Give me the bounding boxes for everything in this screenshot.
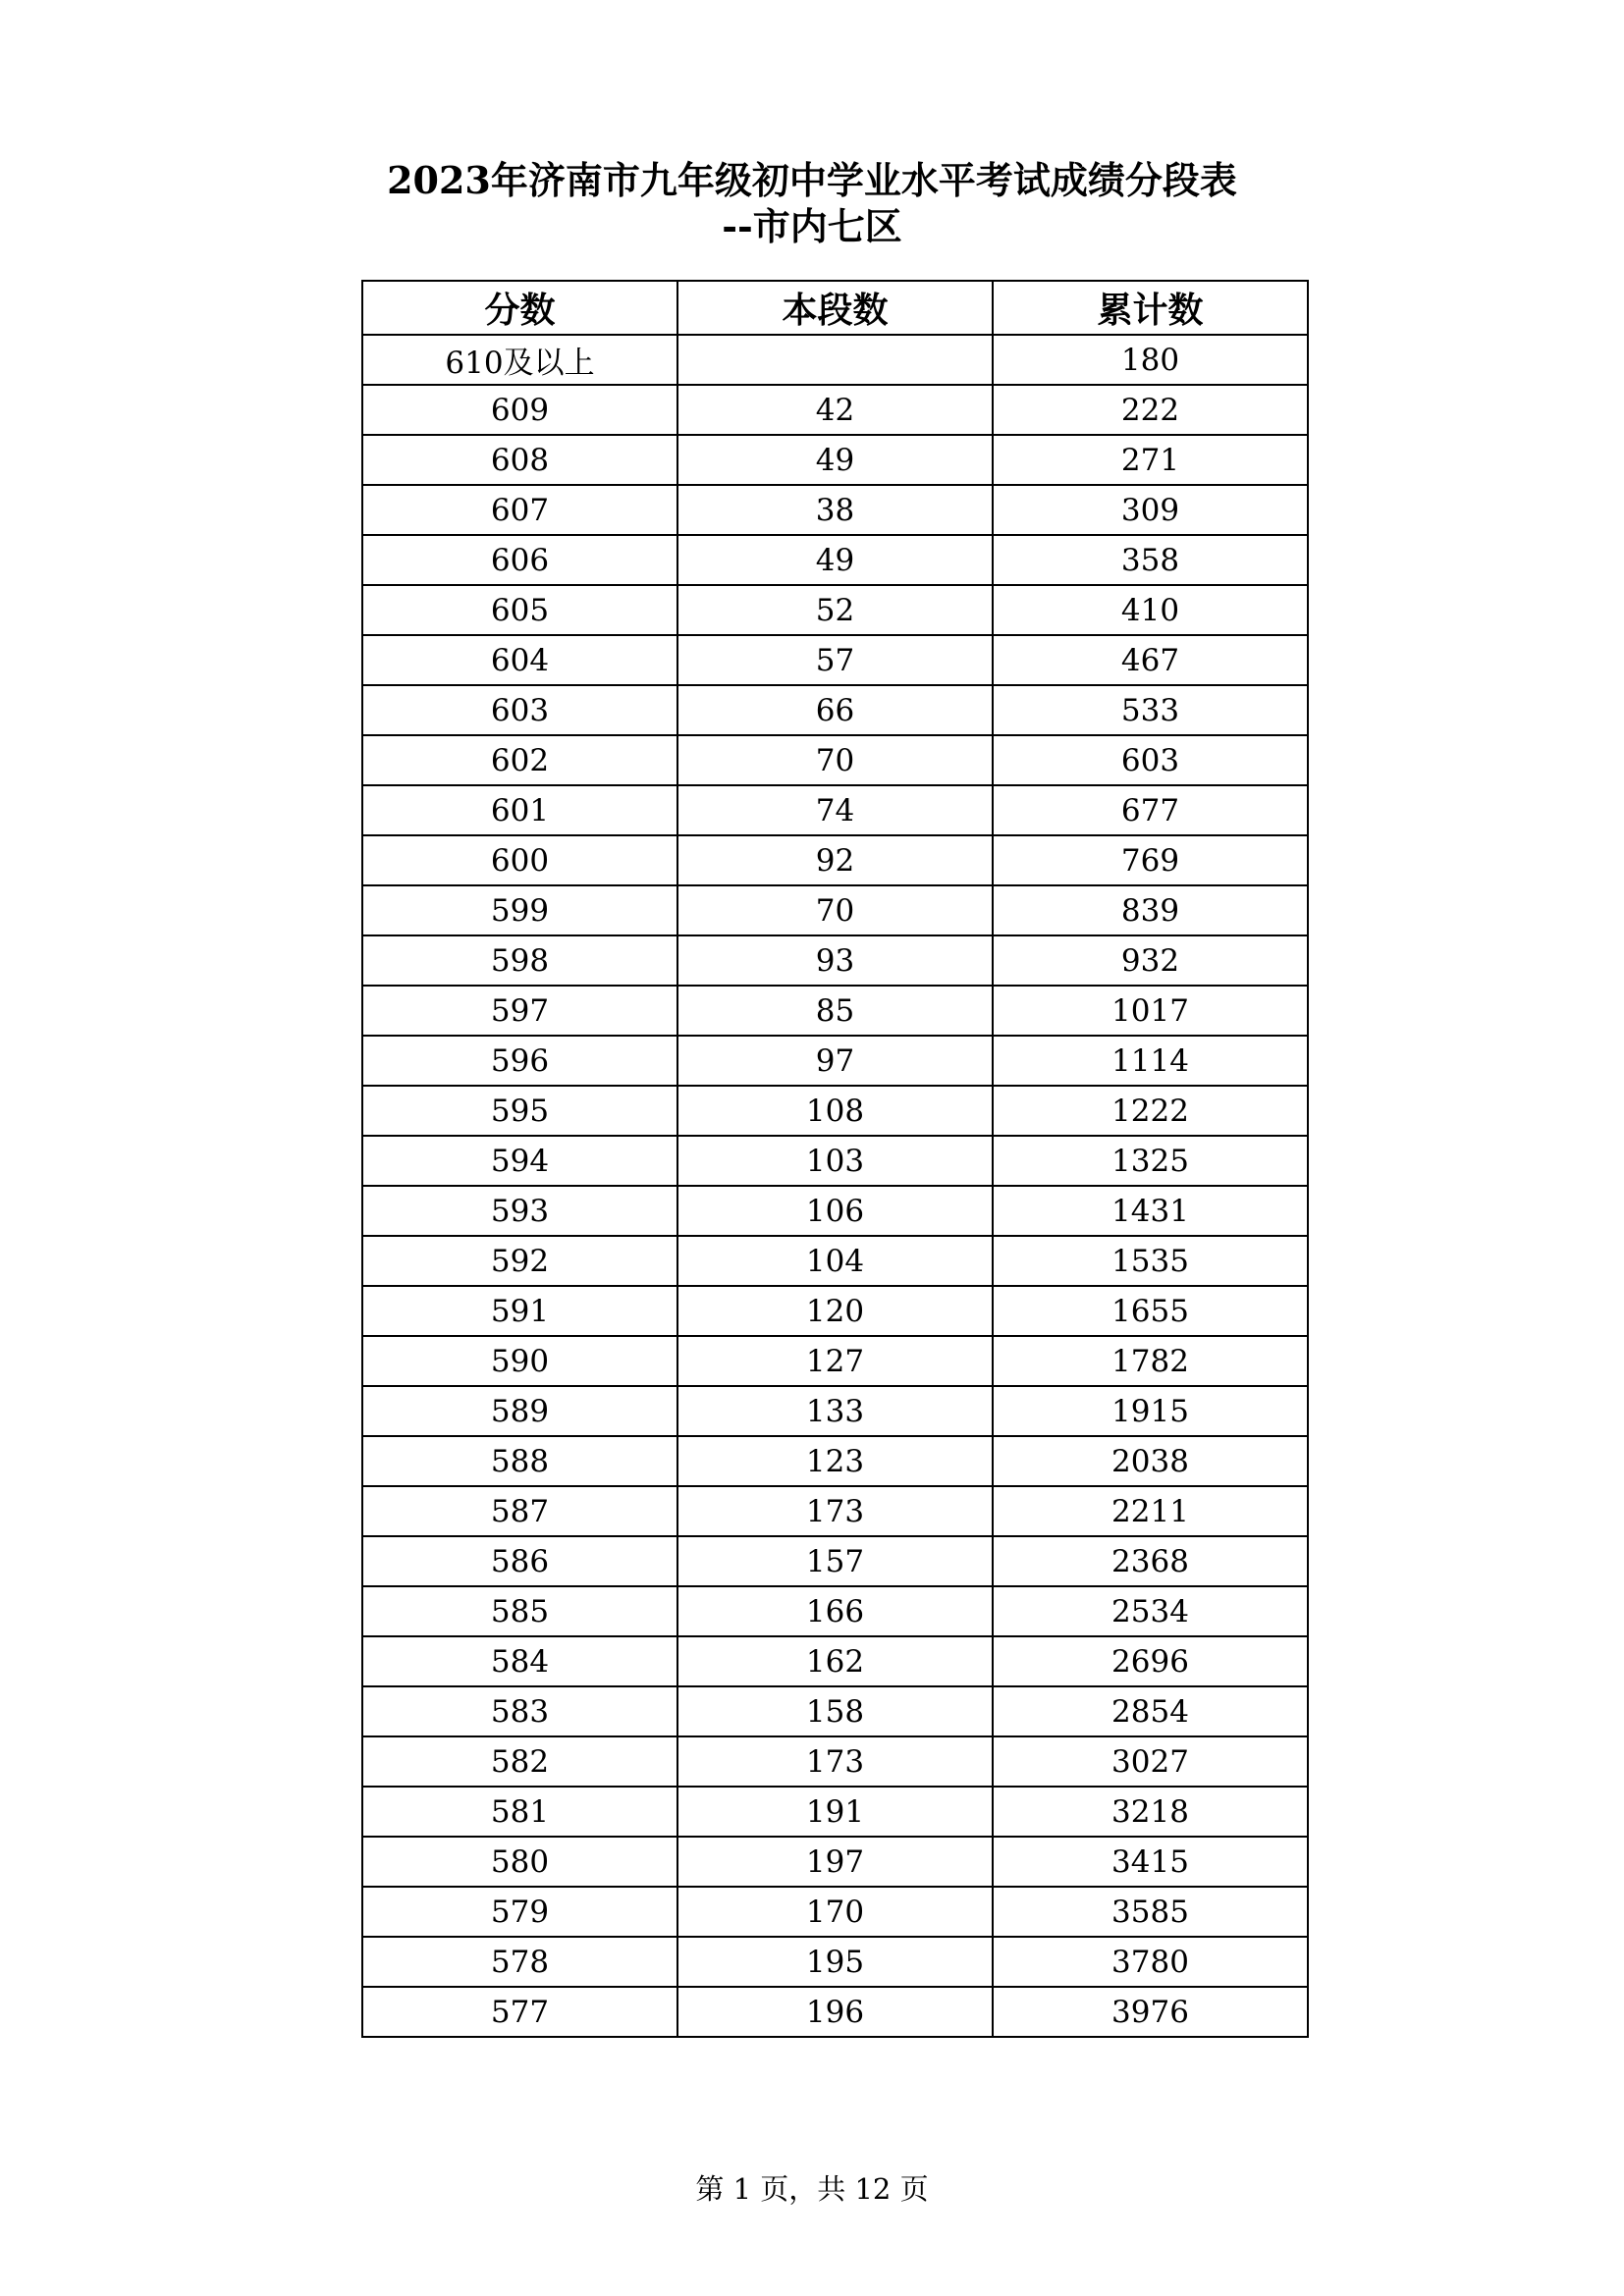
cell-cumulative-count: 3780 — [993, 1937, 1308, 1987]
header-cumulative-count: 累计数 — [993, 281, 1308, 335]
table-row — [362, 1636, 1308, 1686]
table-row — [362, 1386, 1308, 1436]
table-row — [362, 935, 1308, 986]
table-row — [362, 535, 1308, 585]
cell-score: 610及以上 — [362, 335, 677, 385]
cell-cumulative-count: 180 — [993, 335, 1308, 385]
cell-score: 605 — [362, 585, 677, 635]
cell-cumulative-count: 603 — [993, 735, 1308, 785]
cell-score: 589 — [362, 1386, 677, 1436]
cell-cumulative-count: 2534 — [993, 1586, 1308, 1636]
cell-cumulative-count: 2368 — [993, 1536, 1308, 1586]
cell-cumulative-count: 2038 — [993, 1436, 1308, 1486]
cell-cumulative-count: 410 — [993, 585, 1308, 635]
table-row — [362, 1336, 1308, 1386]
cell-segment-count: 123 — [677, 1436, 993, 1486]
cell-segment-count: 195 — [677, 1937, 993, 1987]
cell-cumulative-count: 2854 — [993, 1686, 1308, 1736]
page-subtitle: --市内七区 — [722, 204, 902, 248]
cell-cumulative-count: 271 — [993, 435, 1308, 485]
cell-segment-count: 85 — [677, 986, 993, 1036]
cell-segment-count: 158 — [677, 1686, 993, 1736]
cell-segment-count: 166 — [677, 1586, 993, 1636]
cell-score: 606 — [362, 535, 677, 585]
cell-score: 586 — [362, 1536, 677, 1586]
table-row — [362, 1436, 1308, 1486]
header-score: 分数 — [362, 281, 677, 335]
table-row — [362, 1486, 1308, 1536]
cell-cumulative-count: 358 — [993, 535, 1308, 585]
table-row — [362, 685, 1308, 735]
cell-segment-count: 97 — [677, 1036, 993, 1086]
cell-segment-count: 66 — [677, 685, 993, 735]
table-row — [362, 1236, 1308, 1286]
cell-cumulative-count: 1431 — [993, 1186, 1308, 1236]
cell-cumulative-count: 1782 — [993, 1336, 1308, 1386]
cell-cumulative-count: 677 — [993, 785, 1308, 835]
cell-cumulative-count: 1655 — [993, 1286, 1308, 1336]
cell-segment-count: 127 — [677, 1336, 993, 1386]
cell-score: 587 — [362, 1486, 677, 1536]
table-row — [362, 1686, 1308, 1736]
table-row — [362, 1987, 1308, 2037]
cell-cumulative-count: 309 — [993, 485, 1308, 535]
cell-cumulative-count: 1535 — [993, 1236, 1308, 1286]
page-footer: 第 1 页，共 12 页 — [695, 2172, 929, 2206]
header-segment-count: 本段数 — [677, 281, 993, 335]
cell-cumulative-count: 222 — [993, 385, 1308, 435]
table-row — [362, 835, 1308, 885]
table-row — [362, 1736, 1308, 1787]
table-row — [362, 1086, 1308, 1136]
cell-segment-count: 42 — [677, 385, 993, 435]
cell-cumulative-count: 932 — [993, 935, 1308, 986]
cell-segment-count: 120 — [677, 1286, 993, 1336]
table-row — [362, 385, 1308, 435]
cell-score: 581 — [362, 1787, 677, 1837]
cell-segment-count: 157 — [677, 1536, 993, 1586]
cell-score: 594 — [362, 1136, 677, 1186]
score-distribution-table — [361, 280, 1309, 2038]
cell-segment-count: 38 — [677, 485, 993, 535]
cell-segment-count: 74 — [677, 785, 993, 835]
table-row — [362, 1136, 1308, 1186]
cell-segment-count: 108 — [677, 1086, 993, 1136]
cell-segment-count: 49 — [677, 535, 993, 585]
cell-cumulative-count: 1325 — [993, 1136, 1308, 1186]
cell-score: 596 — [362, 1036, 677, 1086]
cell-segment-count: 133 — [677, 1386, 993, 1436]
cell-segment-count: 170 — [677, 1887, 993, 1937]
cell-score: 601 — [362, 785, 677, 835]
cell-cumulative-count: 1222 — [993, 1086, 1308, 1136]
table-row — [362, 1937, 1308, 1987]
page-title: 2023年济南市九年级初中学业水平考试成绩分段表 — [387, 158, 1237, 202]
cell-segment-count: 103 — [677, 1136, 993, 1186]
table-row — [362, 986, 1308, 1036]
table-body — [362, 335, 1308, 2037]
cell-score: 590 — [362, 1336, 677, 1386]
cell-segment-count: 70 — [677, 735, 993, 785]
cell-segment-count: 106 — [677, 1186, 993, 1236]
cell-cumulative-count: 1017 — [993, 986, 1308, 1036]
cell-score: 577 — [362, 1987, 677, 2037]
cell-score: 607 — [362, 485, 677, 535]
table-row — [362, 1186, 1308, 1236]
cell-score: 593 — [362, 1186, 677, 1236]
cell-cumulative-count: 1114 — [993, 1036, 1308, 1086]
table-row — [362, 485, 1308, 535]
cell-segment-count: 57 — [677, 635, 993, 685]
cell-score: 582 — [362, 1736, 677, 1787]
cell-segment-count: 49 — [677, 435, 993, 485]
table-row — [362, 1586, 1308, 1636]
cell-score: 597 — [362, 986, 677, 1036]
cell-segment-count: 196 — [677, 1987, 993, 2037]
cell-segment-count: 52 — [677, 585, 993, 635]
cell-cumulative-count: 3585 — [993, 1887, 1308, 1937]
table-row — [362, 1837, 1308, 1887]
cell-segment-count: 92 — [677, 835, 993, 885]
cell-score: 604 — [362, 635, 677, 685]
cell-score: 599 — [362, 885, 677, 935]
cell-score: 592 — [362, 1236, 677, 1286]
table-row — [362, 735, 1308, 785]
table-row — [362, 1787, 1308, 1837]
cell-cumulative-count: 3976 — [993, 1987, 1308, 2037]
cell-cumulative-count: 1915 — [993, 1386, 1308, 1436]
cell-segment-count: 104 — [677, 1236, 993, 1286]
table-row — [362, 885, 1308, 935]
cell-segment-count: 197 — [677, 1837, 993, 1887]
table-row — [362, 1286, 1308, 1336]
cell-segment-count: 173 — [677, 1736, 993, 1787]
cell-score: 591 — [362, 1286, 677, 1336]
cell-segment-count: 191 — [677, 1787, 993, 1837]
cell-score: 600 — [362, 835, 677, 885]
cell-cumulative-count: 839 — [993, 885, 1308, 935]
cell-cumulative-count: 769 — [993, 835, 1308, 885]
cell-segment-count — [677, 335, 993, 385]
cell-score: 595 — [362, 1086, 677, 1136]
cell-cumulative-count: 533 — [993, 685, 1308, 735]
cell-score: 584 — [362, 1636, 677, 1686]
cell-score: 598 — [362, 935, 677, 986]
cell-score: 608 — [362, 435, 677, 485]
table-header-row — [362, 281, 1308, 335]
table-row — [362, 1887, 1308, 1937]
cell-cumulative-count: 3218 — [993, 1787, 1308, 1837]
cell-score: 578 — [362, 1937, 677, 1987]
cell-score: 609 — [362, 385, 677, 435]
cell-score: 579 — [362, 1887, 677, 1937]
cell-segment-count: 173 — [677, 1486, 993, 1536]
table-row — [362, 785, 1308, 835]
cell-cumulative-count: 3027 — [993, 1736, 1308, 1787]
cell-score: 602 — [362, 735, 677, 785]
cell-segment-count: 162 — [677, 1636, 993, 1686]
cell-cumulative-count: 2211 — [993, 1486, 1308, 1536]
cell-score: 588 — [362, 1436, 677, 1486]
table-row — [362, 335, 1308, 385]
cell-segment-count: 70 — [677, 885, 993, 935]
cell-score: 580 — [362, 1837, 677, 1887]
cell-cumulative-count: 3415 — [993, 1837, 1308, 1887]
cell-score: 603 — [362, 685, 677, 735]
table-row — [362, 635, 1308, 685]
table-row — [362, 435, 1308, 485]
cell-score: 583 — [362, 1686, 677, 1736]
cell-cumulative-count: 467 — [993, 635, 1308, 685]
table-row — [362, 1036, 1308, 1086]
table-row — [362, 585, 1308, 635]
cell-score: 585 — [362, 1586, 677, 1636]
table-row — [362, 1536, 1308, 1586]
cell-segment-count: 93 — [677, 935, 993, 986]
cell-cumulative-count: 2696 — [993, 1636, 1308, 1686]
